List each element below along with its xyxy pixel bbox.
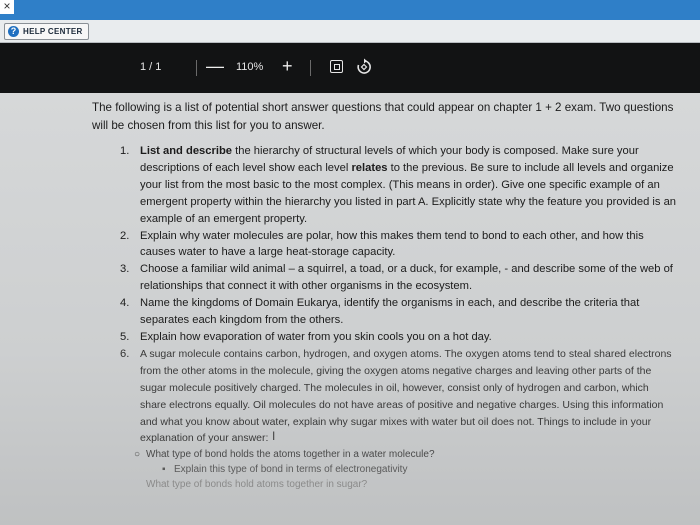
help-bar (0, 20, 700, 43)
question-6 (92, 346, 677, 447)
question-number: 6. (120, 347, 130, 360)
pdf-viewer-toolbar (0, 43, 700, 93)
sub-point-text: Explain this type of bond in terms of electronegativity (174, 464, 408, 476)
close-icon[interactable]: × (0, 0, 14, 14)
question-text: A sugar molecule contains carbon, hydrogen, and oxygen atoms. The oxygen atoms tend to steal shared electrons from the other atoms in the molecule, giving the oxygen atoms negative charges and leaving other parts of the sugar molecule positively charged. The molecules in oil, however, consist only of hydrogen and carbon, which share electrons equally. Oil molecules do not have areas of positive and negative charges. Using this information and what you know about water, explain why sugar mixes with water but oil does not. Things to include in your explanation of your answer: (140, 347, 672, 445)
question-3 (92, 261, 677, 295)
help-center-label: HELP CENTER (23, 27, 83, 36)
question-2 (92, 228, 677, 262)
question-number: 2. (120, 229, 130, 242)
intro-paragraph: The following is a list of potential short answer questions that could appear on chapter 1 + 2 exam. Two questions will be chosen from this list for you to answer. (92, 101, 674, 132)
sub-point (92, 447, 677, 462)
bold-phrase: List and describe (140, 145, 233, 157)
question-text: Explain how evaporation of water from you skin cools you on a hot day. (140, 330, 492, 343)
zoom-out-button[interactable]: — (206, 56, 224, 76)
question-5 (92, 329, 677, 346)
question-number: 1. (120, 145, 130, 157)
document-page (92, 99, 677, 492)
sub-point (92, 462, 677, 477)
question-1 (92, 143, 677, 228)
square-bullet-icon: ▪ (162, 464, 166, 476)
question-text: Choose a familiar wild animal – a squirrel, a toad, or a duck, for example, - and describe some of the web of relationships that connect it with other organisms in the ecosystem. (140, 263, 673, 293)
zoom-level: 110% (236, 61, 264, 73)
document-area[interactable] (0, 93, 700, 525)
question-text: the hierarchy of structural levels of which your body is composed. Make sure your descriptions of each level show each level (140, 145, 639, 174)
question-number: 3. (120, 263, 130, 276)
sub-point (92, 477, 677, 492)
question-text: Name the kingdoms of Domain Eukarya, identify the organisms in each, and describe the criteria that separates each kingdom from the others. (140, 297, 640, 327)
question-text: to the previous. Be sure to include all levels and organize your list from the most basic to the most complex. (This means in order). Give one specific example of an emergent property within the hierarchy you listed in part A. Explicitly state why the feature you provided is an example of an emergent property. (140, 161, 677, 225)
toolbar-divider (310, 60, 311, 76)
sub-point-text: What type of bond holds the atoms together in a water molecule? (146, 449, 435, 461)
browser-top-strip (0, 0, 700, 20)
toolbar-divider (196, 60, 197, 76)
question-number: 5. (120, 330, 130, 343)
fit-page-icon[interactable] (330, 60, 343, 73)
page-indicator: 1 / 1 (140, 61, 162, 73)
question-4 (92, 295, 677, 329)
question-list (92, 143, 677, 447)
zoom-in-button[interactable]: + (282, 56, 293, 76)
sub-point-text: What type of bonds hold atoms together in sugar? (146, 479, 368, 491)
question-circle-icon: ? (8, 26, 19, 37)
text-cursor-icon: I (272, 429, 276, 443)
question-text: Explain why water molecules are polar, how this makes them tend to bond to each other, and how this causes water to have a large heat-storage capacity. (140, 229, 644, 259)
bold-phrase: relates (351, 161, 388, 174)
question-number: 4. (120, 297, 130, 310)
help-center-button[interactable] (4, 23, 89, 40)
rotate-icon[interactable] (355, 58, 373, 76)
circle-bullet-icon: ○ (134, 449, 141, 461)
